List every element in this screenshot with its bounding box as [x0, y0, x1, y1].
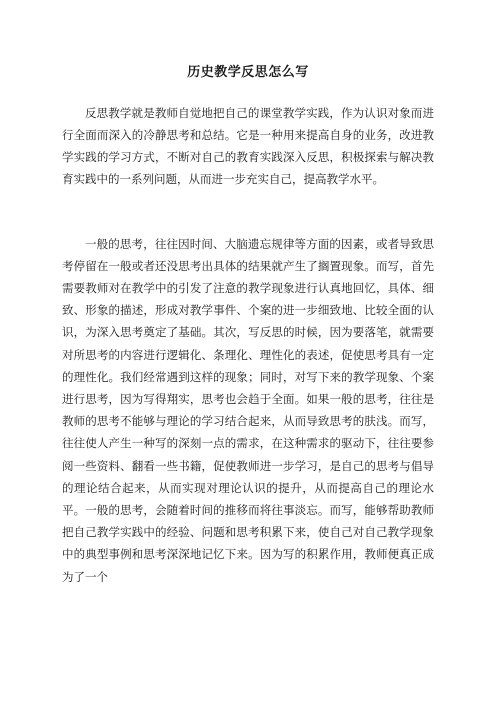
- document-title: 历史教学反思怎么写: [187, 65, 309, 80]
- paragraph-intro: 反思教学就是教师自觉地把自己的课堂教学实践，作为认识对象而进行全面而深入的冷静思考和总结。它是一种用来提高自身的业务，改进教学实践的学习方式，不断对自己的教育实践深入反思，积极探索与解决教育实践中的一系列问题，从而进一步充实自己，提高教学水平。: [62, 105, 434, 187]
- paragraph-body: 一般的思考，往往因时间、大脑遗忘规律等方面的因素，或者导致思考停留在一般或者还没思考出具体的结果就产生了搁置现象。而写，首先需要教师对在教学中的引发了注意的教学现象进行认真地回忆，具体、细致、形象的描述，形成对教学事件、个案的进一步细致地、比较全面的认识，为深入思考奠定了基础。其次，写反思的时候，因为要落笔，就需要对所思考的内容进行逻辑化、条理化、理性化的表述，促使思考具有一定的理性化。我们经常遇到这样的现象；同时，对写下来的教学现象、个案进行思考，因为写得翔实，思考也会趋于全面。如果一般的思考，往往是教师的思考不能够与理论的学习结合起来，从而导致思考的肤浅。而写，往往使人产生一种写的深刻一点的需求，在这种需求的驱动下，往往要参阅一些资料、翻看一些书籍，促使教师进一步学习，是自己的思考与倡导的理论结合起来，从而实现对理论认识的提升，从而提高自己的理论水平。一般的思考，会随着时间的推移而将往事淡忘。而写，能够帮助教师把自己教学实践中的经验、问题和思考积累下来，使自己对自己教学现象中的典型事例和思考深深地记忆下来。因为写的积累作用，教师便真正成为了一个: [62, 236, 434, 584]
